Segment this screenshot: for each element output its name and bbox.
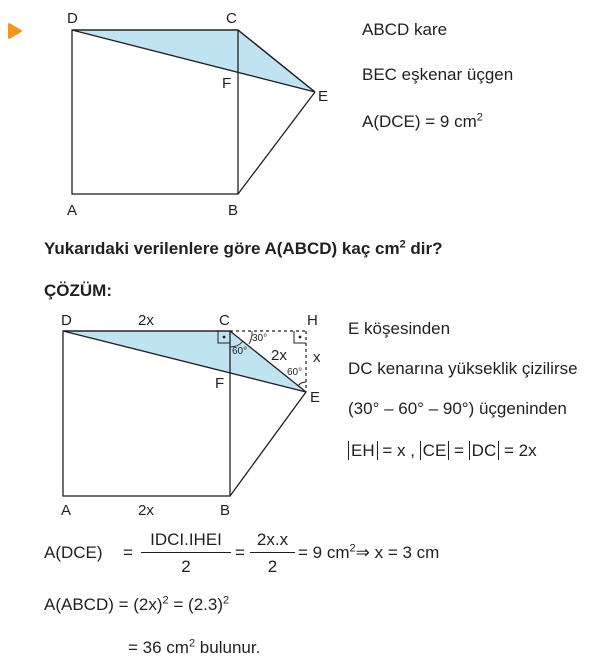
triangle-dce-fill — [72, 30, 315, 92]
fraction-1 — [141, 530, 231, 577]
label-b: B — [228, 202, 239, 219]
figure2-diagram — [63, 331, 306, 496]
label-f2: F — [215, 375, 225, 392]
label-b2: B — [220, 502, 231, 519]
calc-area-abcd: A(ABCD) = $(2x)^2 = (2.3)^2$ — [44, 594, 230, 614]
label-c2: C — [219, 312, 230, 329]
triangle-dce2-fill — [63, 331, 306, 392]
label-eh-x: x — [313, 349, 321, 366]
label-a: A — [67, 202, 78, 219]
label-a2: A — [61, 502, 72, 519]
segment-be — [238, 92, 315, 194]
right-angle-h-dot — [299, 336, 302, 339]
segment-be2 — [230, 392, 306, 496]
given-square: ABCD kare — [362, 20, 448, 39]
given-area: A(DCE) = 9 $cm^2$ — [362, 111, 483, 131]
label-e: E — [318, 88, 329, 105]
calc-final: = 36 $cm^2$ bulunur. — [128, 637, 261, 657]
calc-eq2: = — [235, 543, 245, 562]
calc-lhs: A(DCE) — [44, 543, 103, 562]
question-text: Yukarıdaki verilenlere göre A(ABCD) kaç $cm^2$ dir? — [44, 238, 443, 258]
label-top-2x: 2x — [138, 312, 154, 329]
label-ce-2x: 2x — [271, 347, 287, 364]
label-bottom-2x: 2x — [138, 502, 154, 519]
label-f: F — [222, 75, 232, 92]
label-angle-30: 30° — [252, 333, 268, 344]
calc-result: = 9 $cm^2\Rightarrow$ x = 3 cm — [298, 542, 440, 562]
label-d2: D — [61, 312, 72, 329]
absolute-values-line: EH = x , CE = DC = 2x — [348, 441, 537, 461]
explanation-line-1: E köşesinden — [348, 319, 451, 338]
label-h: H — [307, 312, 318, 329]
calc-eq1: = — [123, 543, 133, 562]
orange-triangle-bullet-icon — [9, 24, 21, 38]
arc-60-at-e — [298, 382, 306, 386]
label-c: C — [226, 10, 237, 27]
label-d: D — [67, 10, 78, 27]
fraction-2-denominator: 2 — [267, 557, 278, 576]
fraction-1-denominator: 2 — [181, 557, 191, 576]
fraction-2 — [250, 530, 295, 577]
abs-eh: EH — [348, 441, 378, 460]
abs-dc: DC — [469, 441, 500, 460]
fraction-1-numerator: IDCI.IHEI — [141, 530, 231, 553]
explanation-line-2: DC kenarına yükseklik çizilirse — [348, 359, 578, 378]
right-angle-c-dot — [223, 336, 226, 339]
abs-ce: CE — [420, 441, 450, 460]
fraction-2-numerator: 2x.x — [250, 530, 295, 553]
label-angle-60-e: 60° — [287, 367, 303, 378]
solution-heading: ÇÖZÜM: — [44, 281, 112, 300]
given-equilateral: BEC eşkenar üçgen — [362, 65, 514, 84]
explanation-line-3: (30° – 60° – 90°) üçgeninden — [348, 399, 567, 418]
figure1-diagram — [72, 30, 315, 194]
label-angle-60-c: 60° — [232, 346, 248, 357]
label-e2: E — [310, 389, 321, 406]
